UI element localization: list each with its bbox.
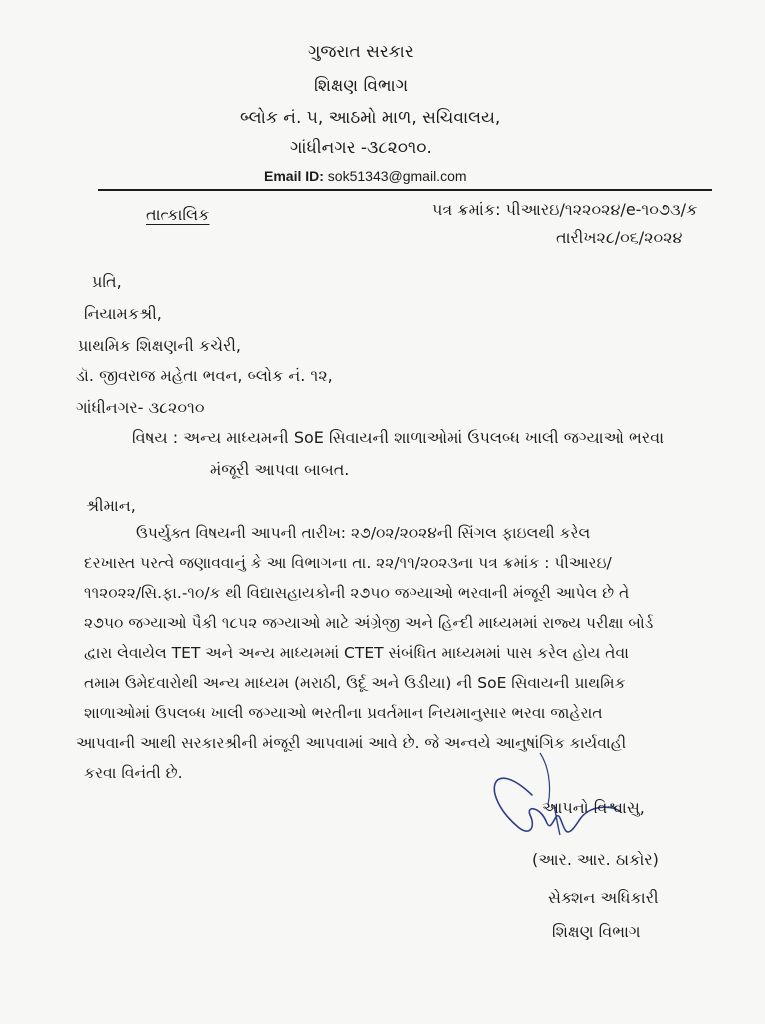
header-email: [264, 168, 467, 184]
closing-yours: આપનો વિશ્વાસુ,: [542, 798, 645, 817]
signatory-designation: સેક્શન અધિકારી: [548, 888, 659, 907]
recipient-title: નિયામકશ્રી,: [84, 304, 162, 323]
body-line: દ્વારા લેવાયેલ TET અને અન્ય માધ્યમમાં CTET સંબંધિત માધ્યમમાં પાસ કરેલ હોય તેવા: [84, 644, 629, 662]
body-line: શાળાઓમાં ઉપલબ્ધ ખાલી જગ્યાઓ ભરતીના પ્રવર્તમાન નિયમાનુસાર ભરવા જાહેરાત: [84, 704, 603, 722]
subject-line-1: વિષય : અન્ય માધ્યમની SoE સિવાયની શાળાઓમાં ઉપલબ્ધ ખાલી જગ્યાઓ ભરવા: [132, 428, 664, 447]
body-line: ૧૧૨૦૨૨/સિ.ફા.-૧૦/ક થી વિદ્યાસહાયકોની ૨૭૫૦ જગ્યાઓ ભરવાની મંજૂરી આપેલ છે તે: [84, 584, 630, 602]
body-line: ૨૭૫૦ જગ્યાઓ પૈકી ૧૮૫૨ જગ્યાઓ માટે અંગ્રેજી અને હિન્દી માધ્યમમાં રાજ્ય પરીક્ષા બોર્ડ: [84, 614, 654, 632]
recipient-office: પ્રાથમિક શિક્ષણની કચેરી,: [78, 336, 242, 355]
recipient-address: ડૉ. જીવરાજ મહેતા ભવન, બ્લોક નં. ૧૨,: [76, 366, 333, 385]
email-label: Email ID:: [264, 168, 324, 184]
body-line: આપવાની આથી સરકારશ્રીની મંજૂરી આપવામાં આવે છે. જે અન્વયે આનુષાંગિક કાર્યવાહી: [76, 734, 627, 752]
letter-number: પત્ર ક્રમાંક: પીઆરઇ/૧૨૨૦૨૪/e-૧૦૭૩/ક: [432, 200, 698, 219]
urgency-label: તાત્કાલિક: [146, 205, 210, 224]
body-line: તમામ ઉમેદવારોથી અન્ય માધ્યમ (મરાઠી, ઉર્દૂ અને ઉડીયા) ની SoE સિવાયની પ્રાથમિક: [84, 674, 626, 692]
header-divider: [98, 189, 712, 191]
recipient-city: ગાંધીનગર- ૩૮૨૦૧૦: [76, 398, 205, 417]
header-city: ગાંધીનગર -૩૮૨૦૧૦.: [290, 138, 432, 158]
email-value: sok51343@gmail.com: [327, 168, 467, 184]
recipient-to: પ્રતિ,: [92, 272, 122, 291]
body-line: કરવા વિનંતી છે.: [84, 764, 183, 782]
header-address: બ્લોક નં. ૫, આઠમો માળ, સચિવાલય,: [240, 108, 501, 128]
header-department: શિક્ષણ વિભાગ: [314, 76, 409, 96]
body-line: દરખાસ્ત પરત્વે જણાવવાનું કે આ વિભાગના તા. ૨૨/૧૧/૨૦૨૩ના પત્ર ક્રમાંક : પીઆરઇ/: [84, 554, 612, 572]
signatory-name: (આર. આર. ઠાકોર): [532, 850, 659, 869]
salutation: શ્રીમાન,: [86, 496, 136, 515]
signatory-department: શિક્ષણ વિભાગ: [552, 922, 641, 941]
subject-line-2: મંજૂરી આપવા બાબત.: [210, 460, 350, 479]
body-line: ઉપર્યુક્ત વિષયની આપની તારીખ: ૨૭/૦૨/૨૦૨૪ની સિંગલ ફાઇલથી કરેલ: [136, 524, 591, 542]
letter-date: તારીખ૨૮/૦૬/૨૦૨૪: [556, 228, 683, 247]
header-government: ગુજરાત સરકાર: [308, 42, 414, 62]
